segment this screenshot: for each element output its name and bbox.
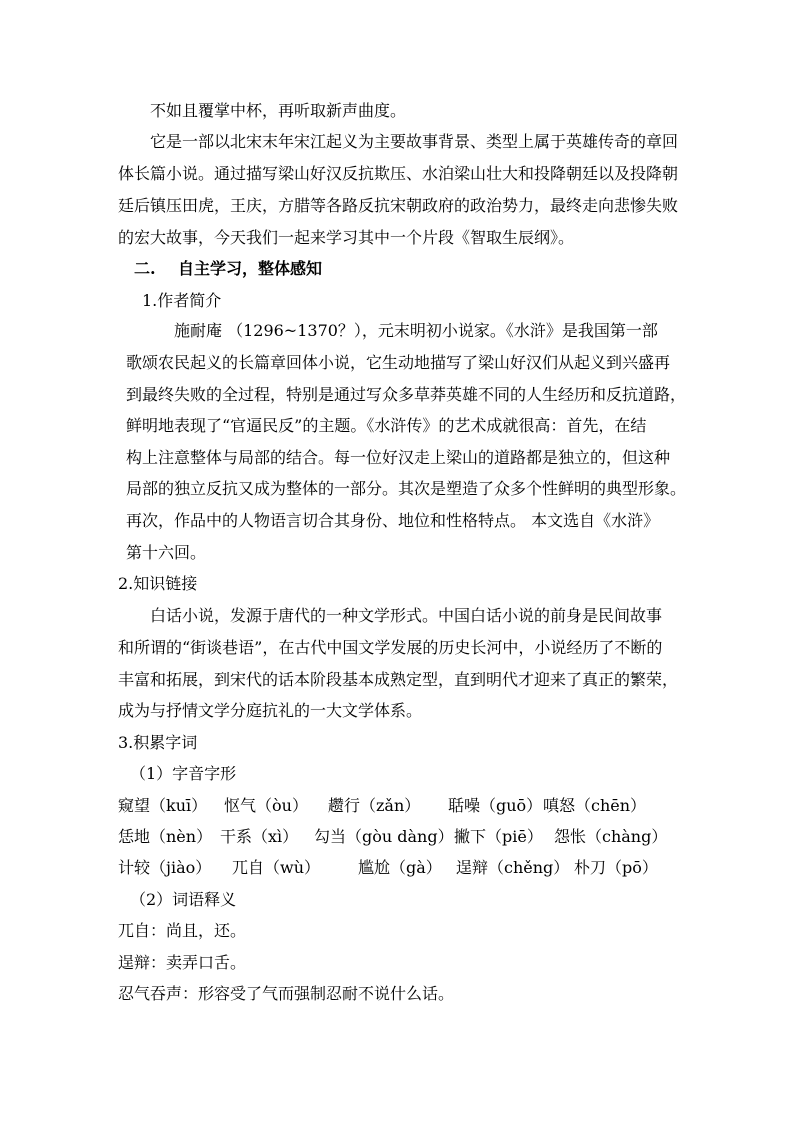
author-line-3: 到最终失败的全过程，特别是通过写众多草莽英雄不同的人生经历和反抗道路， bbox=[126, 385, 687, 404]
knowledge-line-3: 丰富和拓展，到宋代的话本阶段基本成熟定型，直到明代才迎来了真正的繁荣， bbox=[118, 670, 679, 689]
vocab-item: 干系（xì） bbox=[220, 827, 299, 846]
intro-line-3: 廷后镇压田虎，王庆，方腊等各路反抗宋朝政府的政治势力，最终走向悲惨失败 bbox=[118, 196, 679, 215]
vocab-subtitle-pronunciation: （1）字音字形 bbox=[130, 764, 237, 783]
definition-3: 忍气吞声：形容受了气而强制忍耐不说什么话。 bbox=[118, 984, 455, 1003]
definition-2: 逞辩：卖弄口舌。 bbox=[118, 953, 247, 972]
knowledge-title: 2.知识链接 bbox=[118, 574, 198, 593]
vocab-item: 撇下（piē） bbox=[454, 827, 543, 846]
vocab-item: 趱行（zǎn） bbox=[328, 796, 421, 815]
section2-heading: 自主学习，整体感知 bbox=[178, 259, 323, 278]
author-title: 1.作者简介 bbox=[142, 291, 222, 310]
vocab-item: 逞辩（chěng） bbox=[456, 858, 570, 877]
knowledge-line-4: 成为与抒情文学分庭抗礼的一大文学体系。 bbox=[118, 701, 423, 720]
vocab-item: 聒噪（guō） bbox=[448, 796, 543, 815]
vocab-item: 兀自（wù） bbox=[232, 858, 321, 877]
vocab-item: 怄气（òu） bbox=[224, 796, 308, 815]
author-line-6: 局部的独立反抗又成为整体的一部分。其次是塑造了众多个性鲜明的典型形象。 bbox=[126, 479, 687, 498]
vocab-subtitle-definitions: （2）词语释义 bbox=[130, 890, 237, 909]
author-line-7: 再次，作品中的人物语言切合其身份、地位和性格特点。 本文选自《水浒》 bbox=[126, 511, 660, 530]
intro-line-1: 它是一部以北宋末年宋江起义为主要故事背景、类型上属于英雄传奇的章回 bbox=[150, 132, 679, 151]
vocab-item: 计较（jiào） bbox=[118, 858, 212, 877]
author-line-8: 第十六回。 bbox=[126, 543, 207, 562]
author-line-2: 歌颂农民起义的长篇章回体小说，它生动地描写了梁山好汉们从起义到兴盛再 bbox=[126, 353, 671, 372]
author-line-5: 构上注意整体与局部的结合。每一位好汉走上梁山的道路都是独立的，但这种 bbox=[126, 448, 671, 467]
knowledge-line-1: 白话小说，发源于唐代的一种文学形式。中国白话小说的前身是民间故事 bbox=[150, 606, 663, 625]
vocab-item: 尴尬（gà） bbox=[358, 858, 442, 877]
vocab-item: 朴刀（pō） bbox=[574, 858, 658, 877]
vocab-title: 3.积累字词 bbox=[118, 733, 198, 752]
vocab-item: 怨怅（chàng） bbox=[554, 827, 668, 846]
vocab-item: 窥望（kuī） bbox=[118, 796, 208, 815]
vocab-item: 嗔怒（chēn） bbox=[543, 796, 647, 815]
knowledge-line-2: 和所谓的“街谈巷语”，在古代中国文学发展的历史长河中，小说经历了不断的 bbox=[118, 638, 663, 657]
intro-line-2: 体长篇小说。通过描写梁山好汉反抗欺压、水泊梁山壮大和投降朝廷以及投降朝 bbox=[118, 164, 679, 183]
vocab-item: 勾当（gòu dàng） bbox=[314, 827, 454, 846]
vocab-item: 恁地（nèn） bbox=[118, 827, 213, 846]
definition-1: 兀自：尚且，还。 bbox=[118, 921, 247, 940]
author-line-1: 施耐庵 （1296~1370？），元末明初小说家。《水浒》是我国第一部 bbox=[174, 321, 658, 340]
intro-line-4: 的宏大故事，今天我们一起来学习其中一个片段《智取生辰纲》。 bbox=[118, 228, 575, 247]
section2-heading-number: 二. bbox=[134, 259, 156, 278]
author-line-4: 鲜明地表现了“官逼民反”的主题。《水浒传》的艺术成就很高：首先，在结 bbox=[126, 416, 647, 435]
intro-line-0: 不如且覆掌中杯，再听取新声曲度。 bbox=[150, 101, 407, 120]
